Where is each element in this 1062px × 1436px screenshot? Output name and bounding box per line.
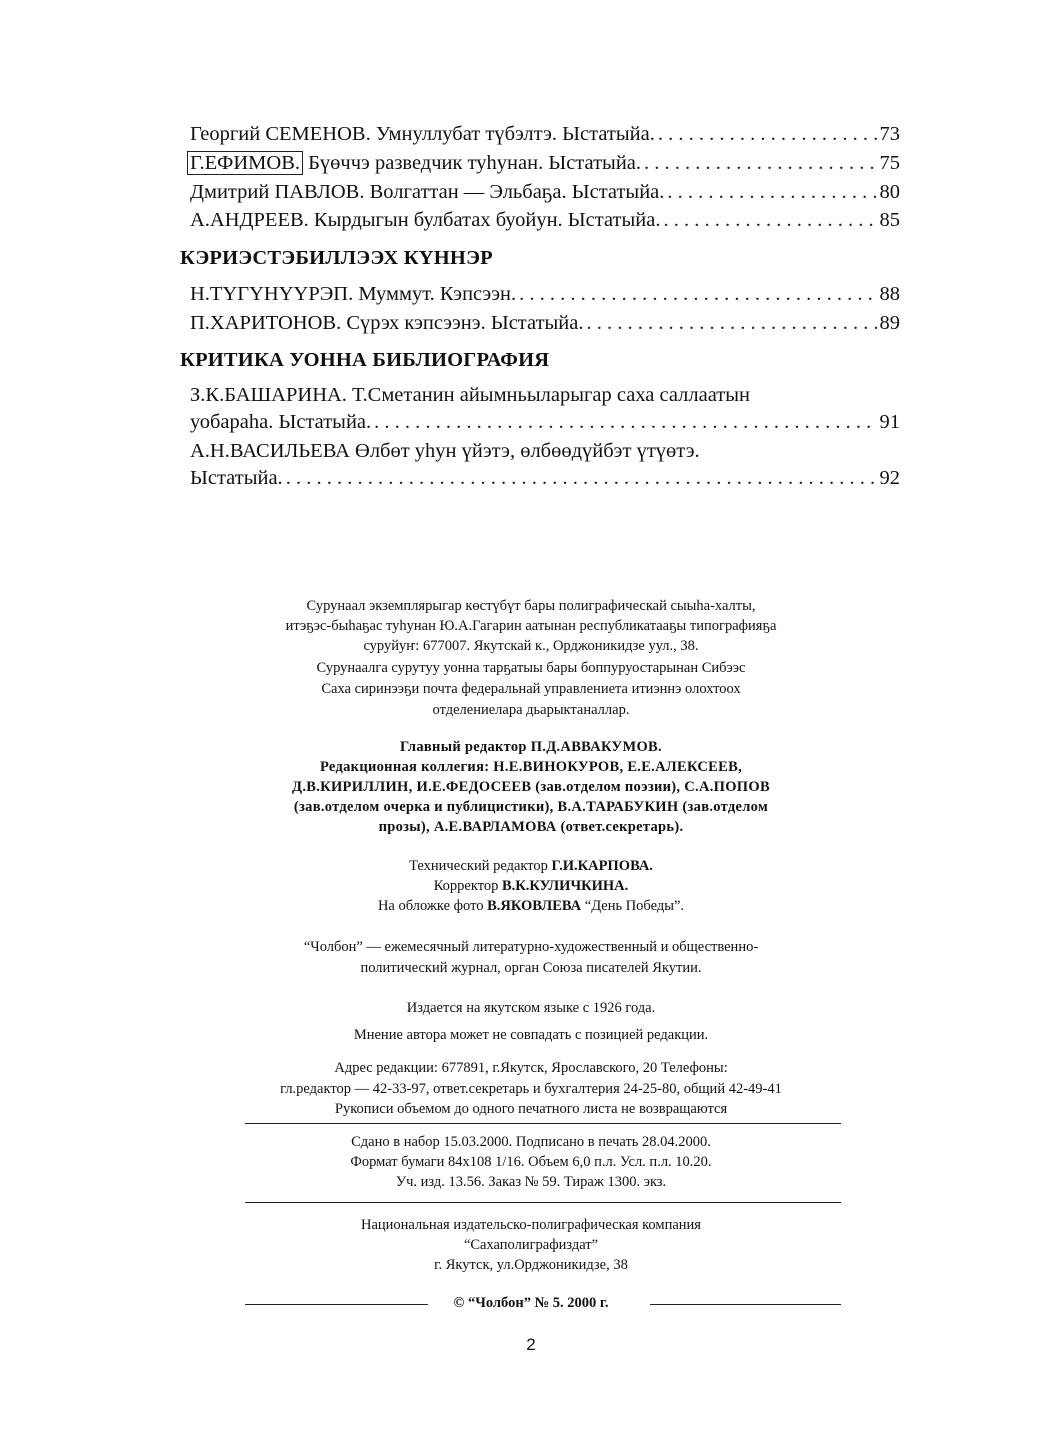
toc-leader: [374, 408, 876, 436]
toc-entry-title: Георгий СЕМЕНОВ. Умнуллубат түбэлтэ. Ыстатыйа.: [190, 123, 655, 145]
divider: [245, 1123, 841, 1124]
editorial-line: Главный редактор П.Д.АВВАКУМОВ.: [400, 739, 662, 755]
print-line: Сдано в набор 15.03.2000. Подписано в печать 28.04.2000.: [351, 1134, 711, 1150]
toc-entry: [190, 178, 900, 206]
imprint-line: отделениелара дьарыктаналлар.: [432, 702, 630, 718]
about-line: политический журнал, орган Союза писателей Якутии.: [360, 960, 702, 976]
section-heading: КЭРИЭСТЭБИЛЛЭЭХ КҮННЭР: [180, 247, 493, 269]
divider: [245, 1202, 841, 1203]
toc-leader: [658, 120, 877, 148]
editorial-line: прозы), А.Е.ВАРЛАМОВА (ответ.секретарь).: [378, 819, 684, 835]
toc-entry-page: 91: [879, 411, 900, 433]
toc-leader: [667, 178, 876, 206]
about-line: “Чолбон” — ежемесячный литературно-художественный и общественно-: [303, 939, 759, 955]
toc-leader: [644, 149, 876, 177]
section-heading: КРИТИКА УОННА БИБЛИОГРАФИЯ: [180, 349, 550, 371]
toc-entry: [190, 464, 900, 492]
toc-entry-title: Дмитрий ПАВЛОВ. Волгаттан — Эльбаҕа. Ыстатыйа.: [190, 181, 665, 203]
toc-leader: [663, 206, 876, 234]
since-line: Издается на якутском языке с 1926 года.: [406, 1000, 656, 1016]
divider: [650, 1304, 841, 1305]
imprint-line: итэҕэс-быһаҕас туһунан Ю.А.Гагарин аатынан республикатааҕы типографияҕа: [285, 618, 777, 634]
imprint-line: суруйуҥ: 677007. Якутскай к., Орджоникидзе уул., 38.: [363, 638, 699, 654]
publisher-line: г. Якутск, ул.Орджоникидзе, 38: [434, 1257, 628, 1273]
editorial-line: (зав.отделом очерка и публицистики), В.А.ТАРАБУКИН (зав.отделом: [293, 799, 769, 815]
tech-editor: Технический редактор Г.И.КАРПОВА.: [409, 858, 653, 874]
toc-entry-page: 73: [879, 123, 900, 145]
toc-entry-title-line: З.К.БАШАРИНА. Т.Сметанин айымньыларыгар саха саллаатын: [190, 384, 750, 406]
toc-entry-title: П.ХАРИТОНОВ. Сүрэх кэпсээнэ. Ыстатыйа.: [190, 312, 584, 334]
toc-leader: [286, 464, 877, 492]
print-line: Уч. изд. 13.56. Заказ № 59. Тираж 1300. экз.: [395, 1174, 667, 1190]
imprint-line: Сурунаал экземплярыгар көстүбүт бары полиграфическай сыыһа-халты,: [306, 598, 756, 614]
toc-entry-page: 85: [879, 209, 900, 231]
toc-leader: [519, 280, 876, 308]
copyright: © “Чолбон” № 5. 2000 г.: [453, 1295, 609, 1311]
toc-entry: [190, 408, 900, 436]
toc-entry-title: Ыстатыйа.: [190, 467, 283, 489]
publisher-line: Национальная издательско-полиграфическая компания: [361, 1217, 701, 1233]
toc-entry: [190, 280, 900, 308]
toc-entry-title-line: А.Н.ВАСИЛЬЕВА Өлбөт уһун үйэтэ, өлбөөдүйбэт үтүөтэ.: [190, 440, 700, 462]
toc-entry-page: 89: [879, 312, 900, 334]
address-line: Адрес редакции: 677891, г.Якутск, Ярославского, 20 Телефоны:: [334, 1060, 728, 1076]
toc-entry: [190, 206, 900, 234]
toc-entry-page: 88: [879, 283, 900, 305]
toc-entry: [190, 120, 900, 148]
opinion-line: Мнение автора может не совпадать с позицией редакции.: [353, 1027, 709, 1043]
toc-entry-page: 80: [879, 181, 900, 203]
print-line: Формат бумаги 84х108 1/16. Объем 6,0 п.л. Усл. п.л. 10.20.: [350, 1154, 712, 1170]
editorial-line: Редакционная коллегия: Н.Е.ВИНОКУРОВ, Е.Е.АЛЕКСЕЕВ,: [319, 759, 743, 775]
toc-entry-title: Н.ТҮГҮНҮҮРЭП. Муммут. Кэпсээн.: [190, 283, 517, 305]
toc-entry-title: Бүөччэ разведчик туһунан. Ыстатыйа.: [308, 152, 642, 174]
toc-entry-title: А.АНДРЕЕВ. Кырдыгын булбатах буойун. Ыстатыйа.: [190, 209, 661, 231]
publisher-line: “Сахаполиграфиздат”: [463, 1237, 599, 1253]
imprint-line: Саха сиринээҕи почта федеральнай управлениета итиэннэ олохтоох: [321, 681, 741, 697]
toc-entry-page: 92: [879, 467, 900, 489]
page-number: 2: [526, 1335, 536, 1354]
imprint-line: Сурунаалга сурутуу уонна тарҕатыы бары боппуруостарынан Сибээс: [316, 660, 746, 676]
address-line: гл.редактор — 42-33-97, ответ.секретарь и бухгалтерия 24-25-80, общий 42-49-41: [280, 1081, 782, 1097]
toc-entry-page: 75: [879, 152, 900, 174]
toc-entry: [190, 149, 900, 177]
toc-leader: [587, 309, 877, 337]
toc-entry: [190, 309, 900, 337]
toc-entry-title: уобараһа. Ыстатыйа.: [190, 411, 372, 433]
corrector: Корректор В.К.КУЛИЧКИНА.: [433, 878, 629, 894]
cover-credit: На обложке фото В.ЯКОВЛЕВА “День Победы”.: [377, 898, 685, 914]
address-line: Рукописи объемом до одного печатного листа не возвращаются: [334, 1101, 728, 1117]
toc-entry-author-boxed: Г.ЕФИМОВ.: [187, 151, 303, 175]
editorial-line: Д.В.КИРИЛЛИН, И.Е.ФЕДОСЕЕВ (зав.отделом поэзии), С.А.ПОПОВ: [292, 779, 770, 795]
